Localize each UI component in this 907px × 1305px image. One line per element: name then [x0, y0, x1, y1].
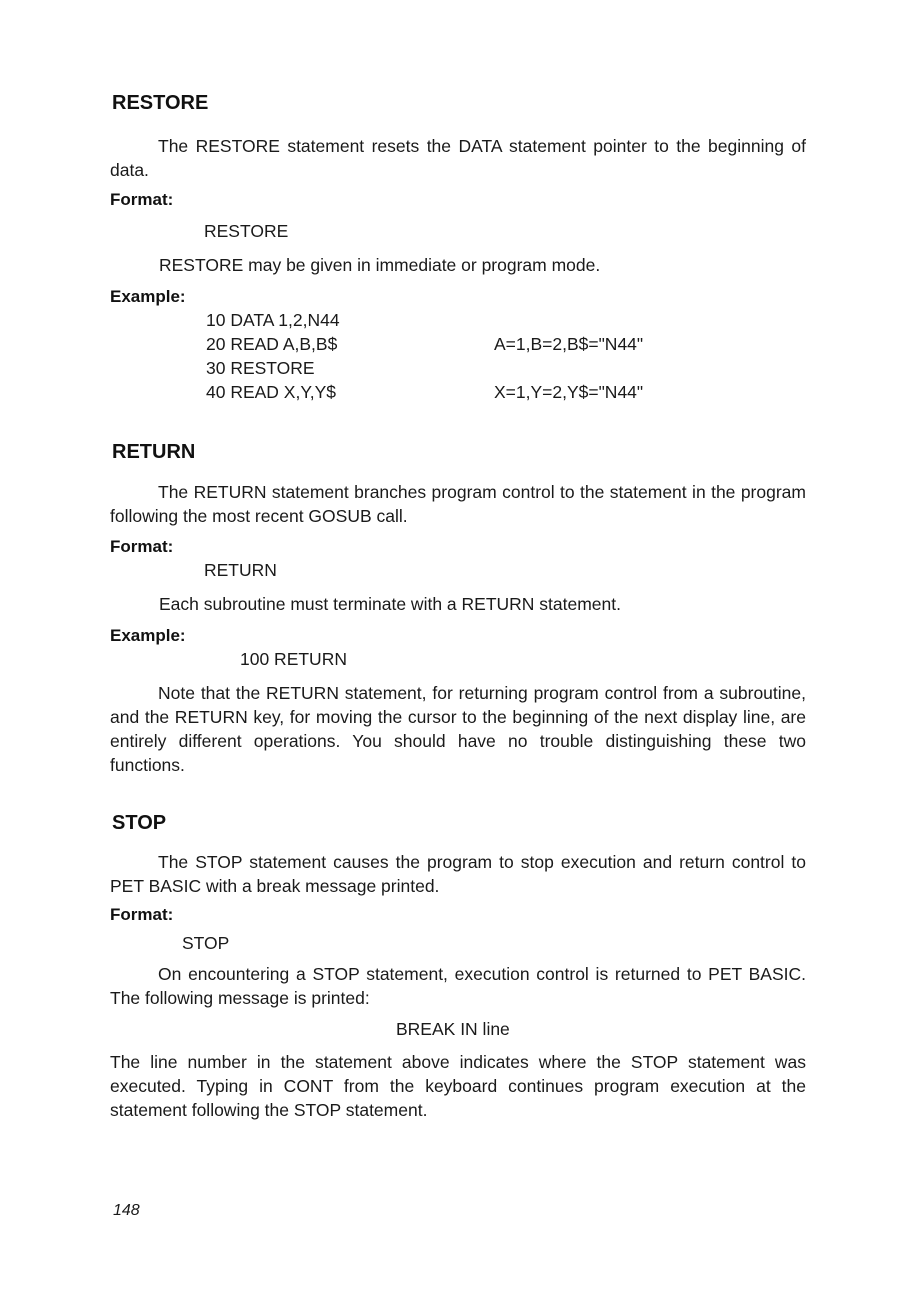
restore-mode-note: RESTORE may be given in immediate or program mode.: [159, 255, 601, 275]
page-number: 148: [113, 1202, 140, 1219]
restore-example-line: 20 READ A,B,B$: [206, 334, 338, 354]
stop-explanation-text: The line number in the statement above indicates where the STOP statement was executed. Typing in CONT from the keyboard continues program execution at the statement following the STOP statement.: [110, 1052, 806, 1120]
restore-heading: RESTORE: [112, 92, 209, 114]
stop-break-message: BREAK IN line: [396, 1019, 510, 1039]
restore-description-text: The RESTORE statement resets the DATA statement pointer to the beginning of data.: [110, 136, 806, 180]
stop-format-label: Format:: [110, 905, 174, 924]
restore-description: [110, 134, 806, 182]
return-example-label: Example:: [110, 626, 186, 645]
restore-format-code: RESTORE: [204, 221, 289, 241]
stop-description: [110, 850, 806, 898]
restore-example-line: 30 RESTORE: [206, 358, 315, 378]
stop-format-code: STOP: [182, 933, 230, 953]
restore-example-label: Example:: [110, 287, 186, 306]
restore-example-line: 40 READ X,Y,Y$: [206, 382, 337, 402]
return-explanation-text: Note that the RETURN statement, for returning program control from a subroutine, and the RETURN key, for moving the cursor to the beginning of the next display line, are entirely different operations. You should have no trouble distinguishing these two functions.: [110, 683, 806, 775]
stop-heading: STOP: [112, 812, 167, 834]
stop-note-text: On encountering a STOP statement, execution control is returned to PET BASIC. The following message is printed:: [110, 964, 806, 1008]
return-example-code: 100 RETURN: [240, 649, 347, 669]
return-heading: RETURN: [112, 441, 196, 463]
restore-example-result: X=1,Y=2,Y$="N44": [494, 382, 644, 402]
return-description-text: The RETURN statement branches program control to the statement in the program following the most recent GOSUB call.: [110, 482, 806, 526]
return-explanation: [110, 681, 806, 777]
return-note: Each subroutine must terminate with a RETURN statement.: [159, 594, 621, 614]
return-description: [110, 480, 806, 528]
restore-example-result: A=1,B=2,B$="N44": [494, 334, 644, 354]
stop-explanation: [110, 1050, 806, 1122]
stop-note: [110, 962, 806, 1010]
restore-format-label: Format:: [110, 190, 174, 209]
return-format-code: RETURN: [204, 560, 277, 580]
return-format-label: Format:: [110, 537, 174, 556]
stop-description-text: The STOP statement causes the program to stop execution and return control to PET BASIC with a break message printed.: [110, 852, 806, 896]
restore-example-line: 10 DATA 1,2,N44: [206, 310, 340, 330]
